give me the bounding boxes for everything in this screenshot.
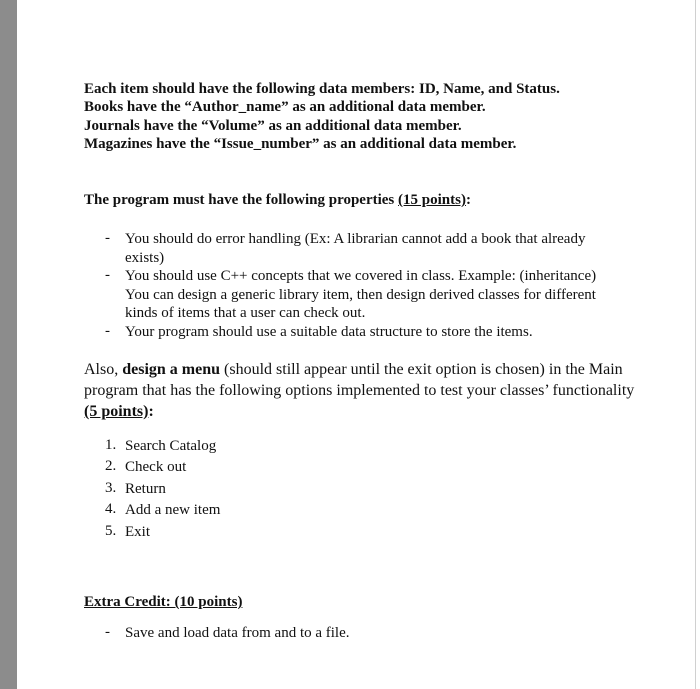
- menu-paragraph-line-1: [84, 360, 623, 380]
- data-members-line-4: Magazines have the “Issue_number” as an additional data member.: [84, 136, 517, 152]
- property-bullet-2-line-2: You can design a generic library item, then design derived classes for different: [125, 287, 596, 303]
- menu-colon: :: [148, 403, 154, 420]
- menu-option-3: Return: [125, 481, 166, 497]
- bullet-dash: -: [105, 323, 110, 339]
- bullet-dash: -: [105, 230, 110, 246]
- menu-line-1-bold: design a menu: [122, 361, 221, 378]
- menu-line-1-prefix: Also,: [84, 361, 123, 378]
- property-bullet-1-line-2: exists): [125, 250, 165, 266]
- menu-points: (5 points): [84, 403, 149, 420]
- menu-option-1: Search Catalog: [125, 438, 217, 454]
- menu-option-number-3: 3.: [105, 480, 117, 496]
- menu-option-number-5: 5.: [105, 523, 117, 539]
- data-members-line-3: Journals have the “Volume” as an additional data member.: [84, 118, 462, 134]
- menu-option-2: Check out: [125, 459, 187, 475]
- property-bullet-2-line-1: You should use C++ concepts that we covered in class. Example: (inheritance): [125, 268, 597, 284]
- menu-option-number-4: 4.: [105, 501, 117, 517]
- properties-heading-text: The program must have the following properties: [84, 192, 399, 208]
- menu-option-4: Add a new item: [125, 502, 221, 518]
- property-bullet-3-line-1: Your program should use a suitable data structure to store the items.: [125, 324, 533, 340]
- property-bullet-1-line-1: You should do error handling (Ex: A librarian cannot add a book that already: [125, 231, 586, 247]
- menu-option-number-1: 1.: [105, 437, 117, 453]
- data-members-line-2: Books have the “Author_name” as an additional data member.: [84, 99, 486, 115]
- extra-credit-bullet: Save and load data from and to a file.: [125, 625, 350, 641]
- extra-credit-heading: Extra Credit: (10 points): [84, 594, 243, 610]
- left-margin-bar: [0, 0, 17, 689]
- right-page-edge: [695, 0, 696, 689]
- bullet-dash: -: [105, 624, 110, 640]
- properties-heading: [84, 191, 471, 209]
- menu-line-1-suffix: (should still appear until the exit option is chosen) in the Main: [220, 361, 623, 378]
- menu-paragraph-line-3: [84, 402, 154, 422]
- menu-option-5: Exit: [125, 524, 150, 540]
- properties-points: (15 points): [398, 192, 466, 208]
- data-members-line-1: Each item should have the following data members: ID, Name, and Status.: [84, 81, 560, 97]
- menu-option-number-2: 2.: [105, 458, 117, 474]
- menu-paragraph-line-2: program that has the following options implemented to test your classes’ functionality: [84, 382, 635, 399]
- property-bullet-2-line-3: kinds of items that a user can check out.: [125, 305, 366, 321]
- properties-colon: :: [465, 192, 471, 208]
- bullet-dash: -: [105, 267, 110, 283]
